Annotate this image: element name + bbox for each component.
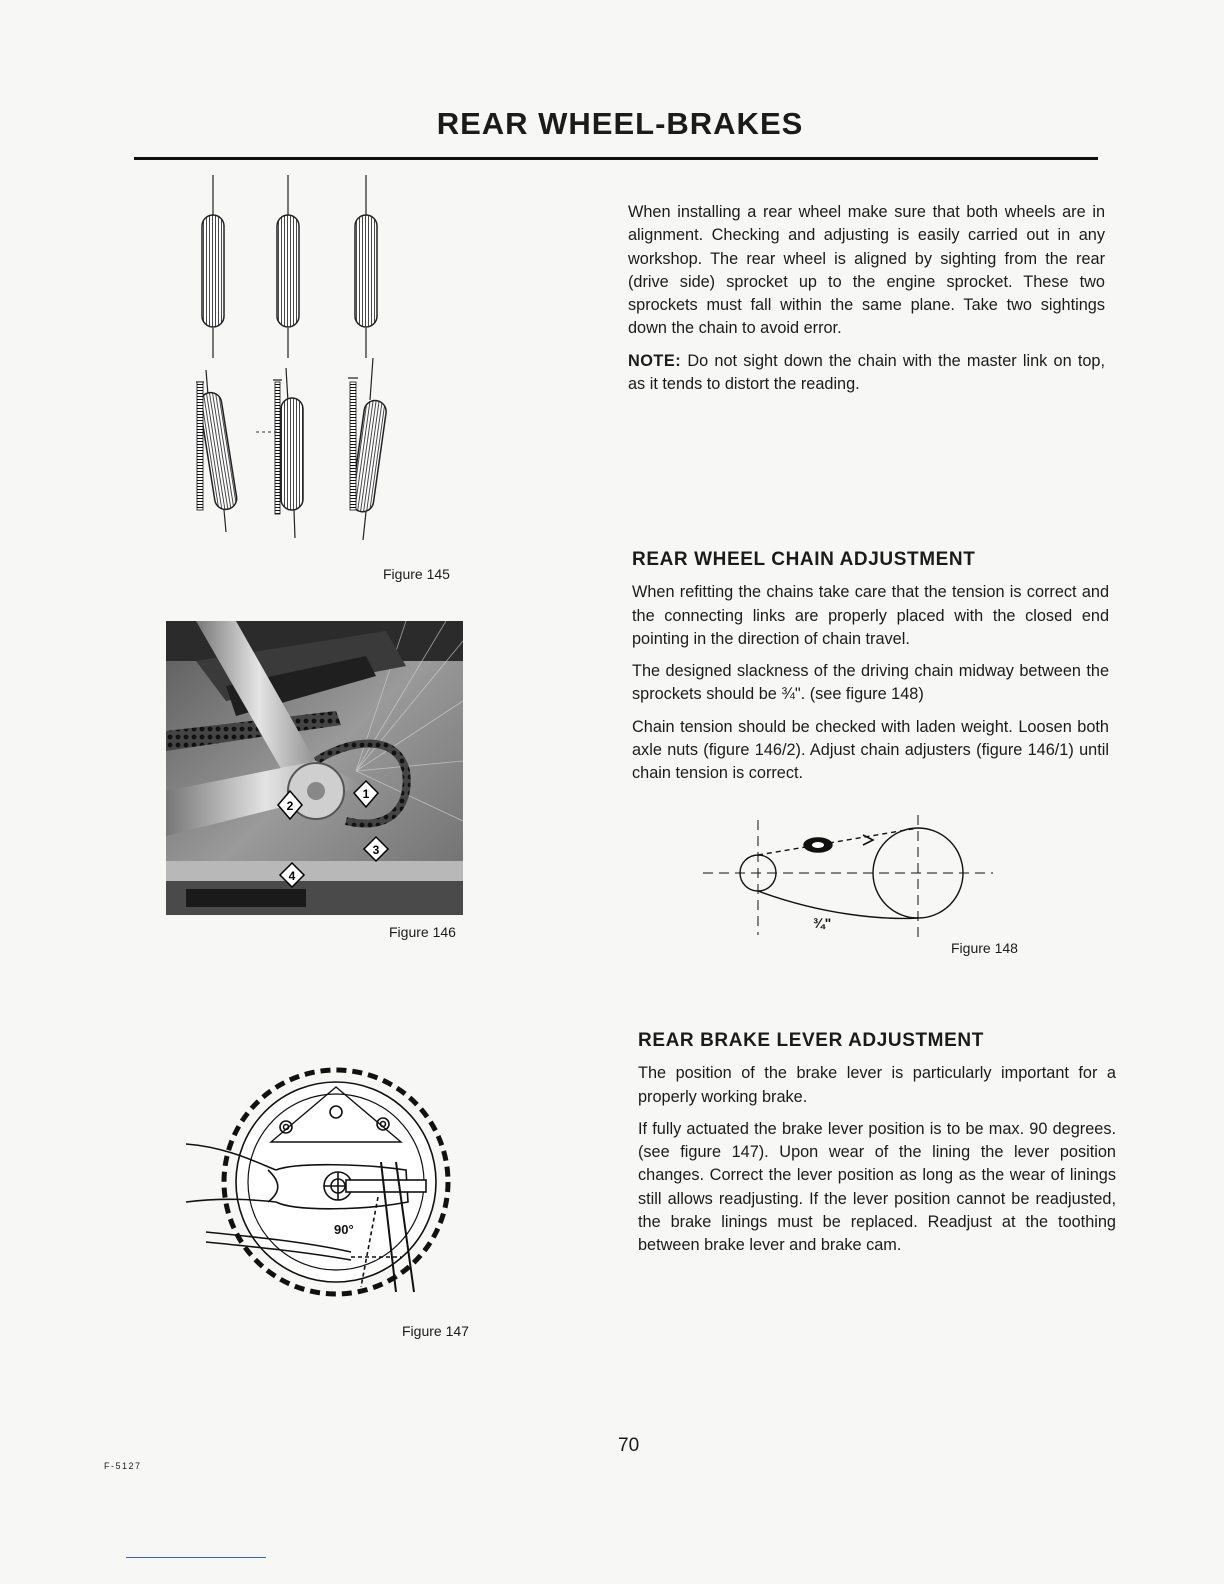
intro-paragraph: When installing a rear wheel make sure that both wheels are in alignment. Checking and adjusting is easily carried out in any workshop. The rear wheel is aligned by sighting from the rear (drive side) sprocket up to the engine sprocket. These two sprockets must fall within the same plane. Take two sightings down the chain to avoid error. <box>628 203 1105 338</box>
figure-146-caption: Figure 146 <box>389 924 456 940</box>
page-number: 70 <box>618 1435 640 1456</box>
svg-text:4: 4 <box>288 869 296 883</box>
svg-text:1: 1 <box>362 787 370 801</box>
svg-text:2: 2 <box>286 799 294 813</box>
figure-145-wheel-alignment-diagram <box>178 170 408 545</box>
brake-adjustment-heading: REAR BRAKE LEVER ADJUSTMENT <box>638 1030 984 1051</box>
chain-adjustment-heading: REAR WHEEL CHAIN ADJUSTMENT <box>632 549 976 570</box>
note-label: NOTE: <box>628 351 682 370</box>
chain-adjustment-section <box>632 548 1109 795</box>
brake-adjustment-section <box>638 1029 1116 1267</box>
note-paragraph <box>628 350 1105 397</box>
document-code: F-5127 <box>104 1461 142 1471</box>
chain-paragraph-1: When refitting the chains take care that the tension is correct and the connecting links are properly placed with the closed end pointing in the direction of chain travel. <box>632 583 1109 648</box>
figure-147-caption: Figure 147 <box>402 1323 469 1339</box>
svg-text:3: 3 <box>372 843 380 857</box>
figure-147-brake-lever-diagram <box>186 1052 476 1312</box>
chain-paragraph-3: Chain tension should be checked with laden weight. Loosen both axle nuts (figure 146/2). Adjust chain adjusters (figure 146/1) until chain tension is correct. <box>632 717 1109 783</box>
figure-148-caption: Figure 148 <box>951 940 1018 956</box>
slack-label: ¾" <box>813 915 832 931</box>
page-title: REAR WHEEL-BRAKES <box>436 106 804 141</box>
brake-paragraph-2: If fully actuated the brake lever position is to be max. 90 degrees. (see figure 147). Upon wear of the lining the lever position changes. Correct the lever position as long as the wear of linings still allows readjusting. If the lever position cannot be readjusted, the brake linings must be replaced. Readjust at the toothing between brake lever and brake cam. <box>638 1119 1116 1255</box>
bottom-link-underline <box>126 1557 266 1558</box>
brake-paragraph-1: The position of the brake lever is particularly important for a properly working brake. <box>638 1064 1116 1106</box>
note-text: Do not sight down the chain with the master link on top, as it tends to distort the reading. <box>628 351 1105 394</box>
intro-section <box>628 201 1105 405</box>
chain-paragraph-2: The designed slackness of the driving chain midway between the sprockets should be ¾". (see figure 148) <box>632 662 1109 704</box>
figure-145-caption: Figure 145 <box>383 566 450 582</box>
title-rule <box>134 157 1098 160</box>
figure-146-rear-axle-photo <box>166 621 463 915</box>
figure-148-chain-slack-diagram <box>703 815 1003 940</box>
angle-label: 90° <box>334 1222 354 1237</box>
